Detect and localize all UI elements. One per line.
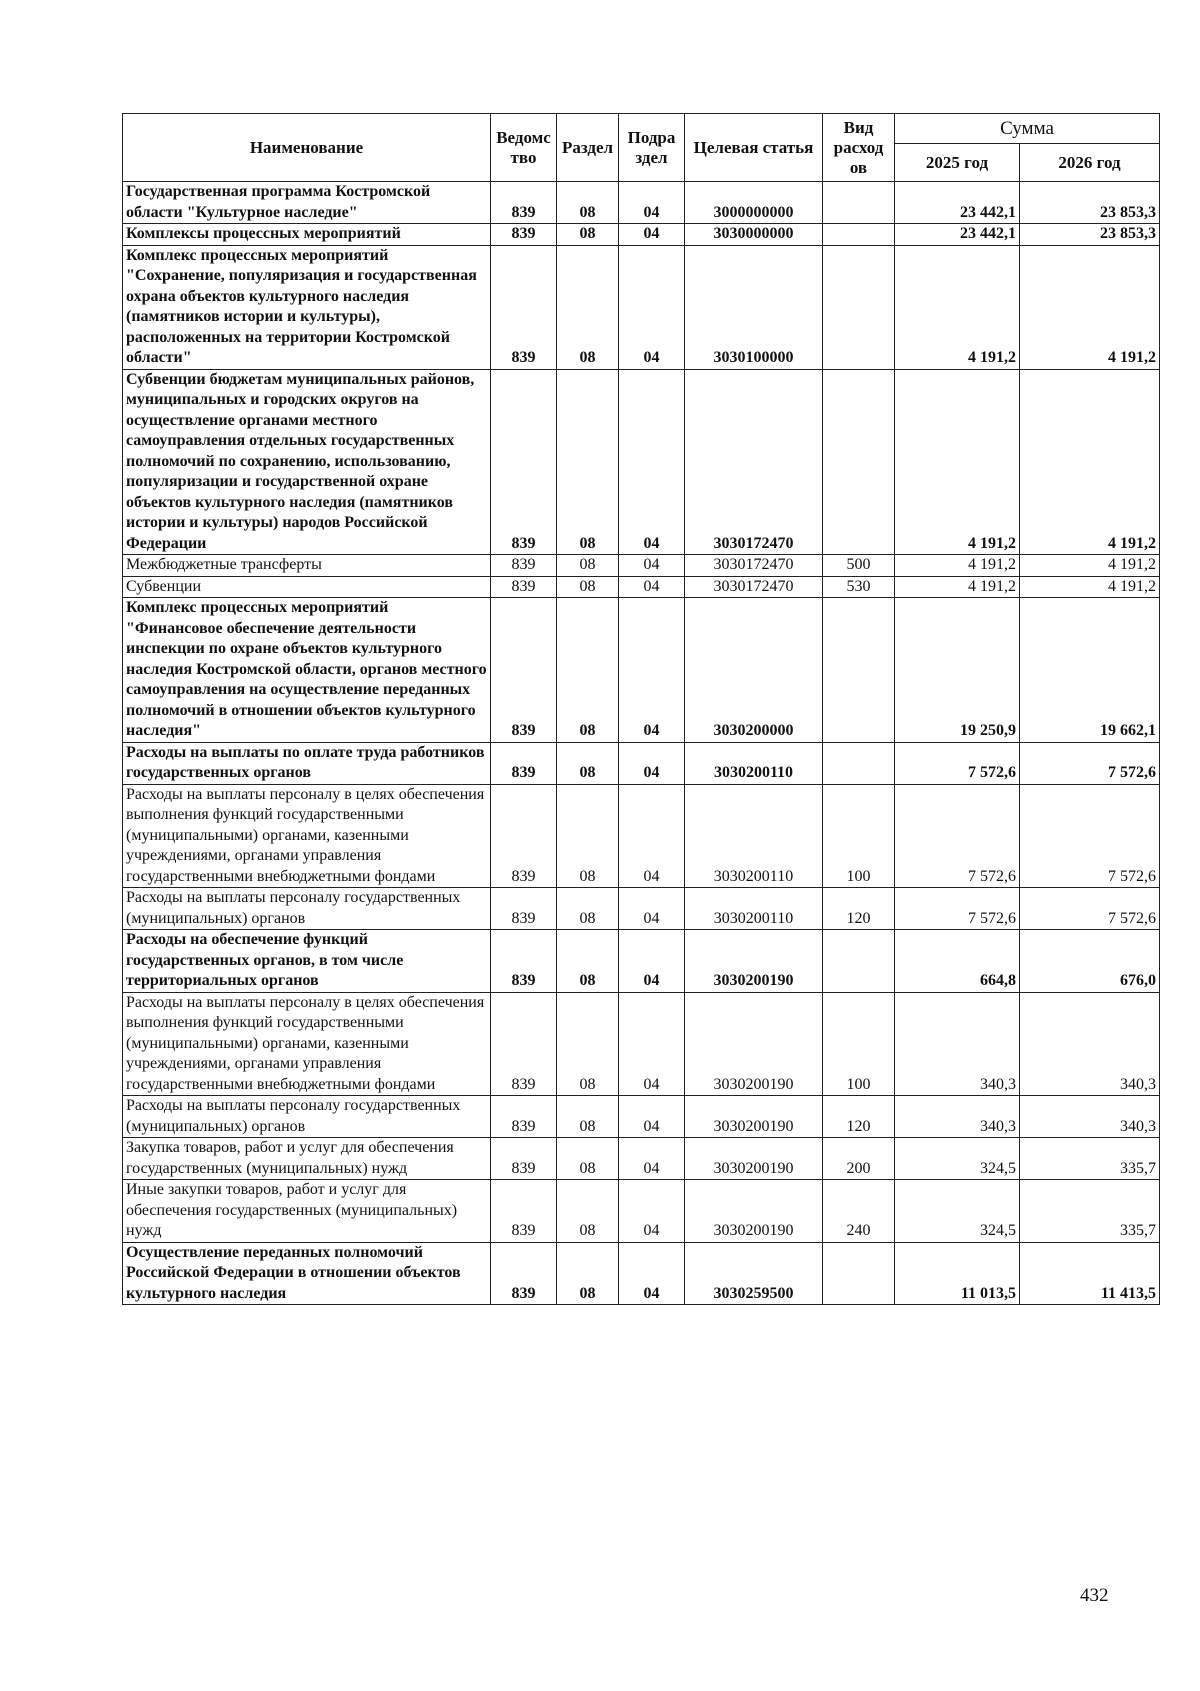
cell-podrazdel: 04 bbox=[619, 182, 685, 224]
cell-celevaya-statya: 3030100000 bbox=[685, 245, 823, 369]
cell-sum-2025: 7 572,6 bbox=[895, 784, 1020, 888]
cell-sum-2025: 4 191,2 bbox=[895, 576, 1020, 598]
cell-name: Комплексы процессных мероприятий bbox=[123, 224, 491, 246]
cell-name: Субвенции bbox=[123, 576, 491, 598]
cell-vid-rashodov: 120 bbox=[823, 888, 895, 930]
cell-sum-2025: 7 572,6 bbox=[895, 888, 1020, 930]
cell-celevaya-statya: 3030200190 bbox=[685, 992, 823, 1096]
cell-sum-2026: 7 572,6 bbox=[1020, 888, 1160, 930]
table-row bbox=[123, 224, 1160, 246]
cell-vedomstvo: 839 bbox=[491, 1138, 557, 1180]
cell-sum-2026: 340,3 bbox=[1020, 992, 1160, 1096]
cell-sum-2025: 340,3 bbox=[895, 1096, 1020, 1138]
cell-sum-2026: 23 853,3 bbox=[1020, 224, 1160, 246]
header-2025: 2025 год bbox=[895, 144, 1020, 182]
cell-celevaya-statya: 3030172470 bbox=[685, 555, 823, 577]
cell-podrazdel: 04 bbox=[619, 1180, 685, 1243]
header-celevaya-statya: Целевая статья bbox=[685, 114, 823, 182]
cell-vedomstvo: 839 bbox=[491, 369, 557, 555]
cell-sum-2025: 324,5 bbox=[895, 1180, 1020, 1243]
cell-vid-rashodov bbox=[823, 742, 895, 784]
cell-vid-rashodov: 100 bbox=[823, 784, 895, 888]
cell-podrazdel: 04 bbox=[619, 1242, 685, 1305]
cell-razdel: 08 bbox=[557, 555, 619, 577]
cell-name: Расходы на выплаты персоналу в целях обеспечения выполнения функций государственными (муниципальными) органами, казенными учреждениями, органами управления государственными внебюджетными фондами bbox=[123, 992, 491, 1096]
cell-podrazdel: 04 bbox=[619, 784, 685, 888]
cell-vedomstvo: 839 bbox=[491, 784, 557, 888]
cell-vid-rashodov bbox=[823, 369, 895, 555]
table-row bbox=[123, 1180, 1160, 1243]
cell-name: Расходы на выплаты персоналу государственных (муниципальных) органов bbox=[123, 1096, 491, 1138]
cell-name: Межбюджетные трансферты bbox=[123, 555, 491, 577]
cell-vedomstvo: 839 bbox=[491, 992, 557, 1096]
cell-razdel: 08 bbox=[557, 1138, 619, 1180]
cell-sum-2025: 19 250,9 bbox=[895, 598, 1020, 743]
page-number: 432 bbox=[1080, 1585, 1109, 1606]
cell-vedomstvo: 839 bbox=[491, 555, 557, 577]
table-row bbox=[123, 576, 1160, 598]
cell-vid-rashodov bbox=[823, 224, 895, 246]
cell-celevaya-statya: 3030172470 bbox=[685, 369, 823, 555]
cell-celevaya-statya: 3030200110 bbox=[685, 742, 823, 784]
cell-sum-2025: 4 191,2 bbox=[895, 369, 1020, 555]
cell-sum-2025: 11 013,5 bbox=[895, 1242, 1020, 1305]
cell-vedomstvo: 839 bbox=[491, 742, 557, 784]
cell-celevaya-statya: 3030200190 bbox=[685, 1096, 823, 1138]
cell-vid-rashodov: 240 bbox=[823, 1180, 895, 1243]
cell-sum-2025: 324,5 bbox=[895, 1138, 1020, 1180]
cell-vid-rashodov: 530 bbox=[823, 576, 895, 598]
header-vedomstvo: Ведомс тво bbox=[491, 114, 557, 182]
cell-vid-rashodov bbox=[823, 1242, 895, 1305]
cell-celevaya-statya: 3030259500 bbox=[685, 1242, 823, 1305]
cell-razdel: 08 bbox=[557, 369, 619, 555]
cell-podrazdel: 04 bbox=[619, 598, 685, 743]
cell-razdel: 08 bbox=[557, 224, 619, 246]
cell-name: Расходы на обеспечение функций государственных органов, в том числе территориальных органов bbox=[123, 930, 491, 993]
cell-sum-2025: 340,3 bbox=[895, 992, 1020, 1096]
cell-razdel: 08 bbox=[557, 1096, 619, 1138]
cell-sum-2026: 4 191,2 bbox=[1020, 369, 1160, 555]
table-body bbox=[123, 182, 1160, 1305]
cell-vedomstvo: 839 bbox=[491, 182, 557, 224]
table-row bbox=[123, 1242, 1160, 1305]
cell-podrazdel: 04 bbox=[619, 555, 685, 577]
table-header bbox=[123, 114, 1160, 182]
cell-razdel: 08 bbox=[557, 598, 619, 743]
cell-celevaya-statya: 3000000000 bbox=[685, 182, 823, 224]
cell-vedomstvo: 839 bbox=[491, 224, 557, 246]
cell-podrazdel: 04 bbox=[619, 1096, 685, 1138]
cell-celevaya-statya: 3030200110 bbox=[685, 784, 823, 888]
cell-podrazdel: 04 bbox=[619, 224, 685, 246]
cell-podrazdel: 04 bbox=[619, 369, 685, 555]
cell-name: Государственная программа Костромской области "Культурное наследие" bbox=[123, 182, 491, 224]
cell-sum-2026: 4 191,2 bbox=[1020, 245, 1160, 369]
header-name: Наименование bbox=[123, 114, 491, 182]
cell-vid-rashodov: 100 bbox=[823, 992, 895, 1096]
cell-sum-2026: 676,0 bbox=[1020, 930, 1160, 993]
cell-podrazdel: 04 bbox=[619, 888, 685, 930]
cell-razdel: 08 bbox=[557, 784, 619, 888]
cell-celevaya-statya: 3030200110 bbox=[685, 888, 823, 930]
cell-vedomstvo: 839 bbox=[491, 1242, 557, 1305]
cell-sum-2026: 7 572,6 bbox=[1020, 784, 1160, 888]
table-row bbox=[123, 598, 1160, 743]
cell-podrazdel: 04 bbox=[619, 930, 685, 993]
table-row bbox=[123, 888, 1160, 930]
table-row bbox=[123, 992, 1160, 1096]
cell-celevaya-statya: 3030200190 bbox=[685, 930, 823, 993]
cell-vedomstvo: 839 bbox=[491, 245, 557, 369]
cell-razdel: 08 bbox=[557, 930, 619, 993]
table-row bbox=[123, 930, 1160, 993]
cell-podrazdel: 04 bbox=[619, 245, 685, 369]
cell-sum-2025: 23 442,1 bbox=[895, 224, 1020, 246]
cell-celevaya-statya: 3030200190 bbox=[685, 1138, 823, 1180]
cell-name: Комплекс процессных мероприятий "Сохранение, популяризация и государственная охрана объектов культурного наследия (памятников истории и культуры), расположенных на территории Костромской области" bbox=[123, 245, 491, 369]
cell-sum-2026: 19 662,1 bbox=[1020, 598, 1160, 743]
cell-vid-rashodov bbox=[823, 245, 895, 369]
cell-name: Осуществление переданных полномочий Российской Федерации в отношении объектов культурного наследия bbox=[123, 1242, 491, 1305]
cell-vid-rashodov: 120 bbox=[823, 1096, 895, 1138]
cell-vedomstvo: 839 bbox=[491, 1180, 557, 1243]
budget-table bbox=[122, 113, 1160, 1305]
cell-name: Субвенции бюджетам муниципальных районов, муниципальных и городских округов на осуществление органами местного самоуправления отдельных государственных полномочий по сохранению, использованию, популяризации и государственной охране объектов культурного наследия (памятников истории и культуры) народов Российской Федерации bbox=[123, 369, 491, 555]
cell-razdel: 08 bbox=[557, 576, 619, 598]
cell-celevaya-statya: 3030200000 bbox=[685, 598, 823, 743]
cell-name: Расходы на выплаты персоналу в целях обеспечения выполнения функций государственными (муниципальными) органами, казенными учреждениями, органами управления государственными внебюджетными фондами bbox=[123, 784, 491, 888]
cell-razdel: 08 bbox=[557, 888, 619, 930]
header-summa: Сумма bbox=[895, 114, 1160, 144]
cell-name: Иные закупки товаров, работ и услуг для обеспечения государственных (муниципальных) нужд bbox=[123, 1180, 491, 1243]
cell-podrazdel: 04 bbox=[619, 576, 685, 598]
cell-vid-rashodov bbox=[823, 182, 895, 224]
cell-sum-2026: 11 413,5 bbox=[1020, 1242, 1160, 1305]
cell-sum-2025: 4 191,2 bbox=[895, 555, 1020, 577]
cell-celevaya-statya: 3030000000 bbox=[685, 224, 823, 246]
cell-razdel: 08 bbox=[557, 1242, 619, 1305]
cell-vid-rashodov: 200 bbox=[823, 1138, 895, 1180]
cell-name: Расходы на выплаты по оплате труда работников государственных органов bbox=[123, 742, 491, 784]
cell-vedomstvo: 839 bbox=[491, 598, 557, 743]
header-razdel: Раздел bbox=[557, 114, 619, 182]
table-row bbox=[123, 182, 1160, 224]
table-row bbox=[123, 1138, 1160, 1180]
cell-sum-2025: 4 191,2 bbox=[895, 245, 1020, 369]
cell-sum-2026: 335,7 bbox=[1020, 1180, 1160, 1243]
cell-razdel: 08 bbox=[557, 992, 619, 1096]
header-podrazdel: Подра здел bbox=[619, 114, 685, 182]
cell-vedomstvo: 839 bbox=[491, 930, 557, 993]
cell-vedomstvo: 839 bbox=[491, 576, 557, 598]
cell-sum-2026: 23 853,3 bbox=[1020, 182, 1160, 224]
cell-podrazdel: 04 bbox=[619, 742, 685, 784]
cell-sum-2026: 4 191,2 bbox=[1020, 555, 1160, 577]
table-row bbox=[123, 742, 1160, 784]
cell-sum-2026: 340,3 bbox=[1020, 1096, 1160, 1138]
cell-celevaya-statya: 3030172470 bbox=[685, 576, 823, 598]
cell-celevaya-statya: 3030200190 bbox=[685, 1180, 823, 1243]
table-row bbox=[123, 1096, 1160, 1138]
cell-razdel: 08 bbox=[557, 1180, 619, 1243]
cell-vedomstvo: 839 bbox=[491, 1096, 557, 1138]
cell-sum-2026: 7 572,6 bbox=[1020, 742, 1160, 784]
cell-sum-2026: 335,7 bbox=[1020, 1138, 1160, 1180]
cell-sum-2025: 7 572,6 bbox=[895, 742, 1020, 784]
table-row bbox=[123, 555, 1160, 577]
cell-vedomstvo: 839 bbox=[491, 888, 557, 930]
cell-name: Расходы на выплаты персоналу государственных (муниципальных) органов bbox=[123, 888, 491, 930]
table-row bbox=[123, 369, 1160, 555]
header-2026: 2026 год bbox=[1020, 144, 1160, 182]
cell-sum-2025: 664,8 bbox=[895, 930, 1020, 993]
header-vid-rashodov: Вид расход ов bbox=[823, 114, 895, 182]
cell-razdel: 08 bbox=[557, 742, 619, 784]
cell-razdel: 08 bbox=[557, 182, 619, 224]
cell-razdel: 08 bbox=[557, 245, 619, 369]
table-row bbox=[123, 245, 1160, 369]
table-row bbox=[123, 784, 1160, 888]
cell-vid-rashodov bbox=[823, 598, 895, 743]
cell-sum-2026: 4 191,2 bbox=[1020, 576, 1160, 598]
cell-vid-rashodov: 500 bbox=[823, 555, 895, 577]
cell-name: Комплекс процессных мероприятий "Финансовое обеспечение деятельности инспекции по охране объектов культурного наследия Костромской области, органов местного самоуправления на осуществление переданных полномочий в отношении объектов культурного наследия" bbox=[123, 598, 491, 743]
cell-vid-rashodov bbox=[823, 930, 895, 993]
cell-sum-2025: 23 442,1 bbox=[895, 182, 1020, 224]
cell-podrazdel: 04 bbox=[619, 992, 685, 1096]
cell-name: Закупка товаров, работ и услуг для обеспечения государственных (муниципальных) нужд bbox=[123, 1138, 491, 1180]
cell-podrazdel: 04 bbox=[619, 1138, 685, 1180]
